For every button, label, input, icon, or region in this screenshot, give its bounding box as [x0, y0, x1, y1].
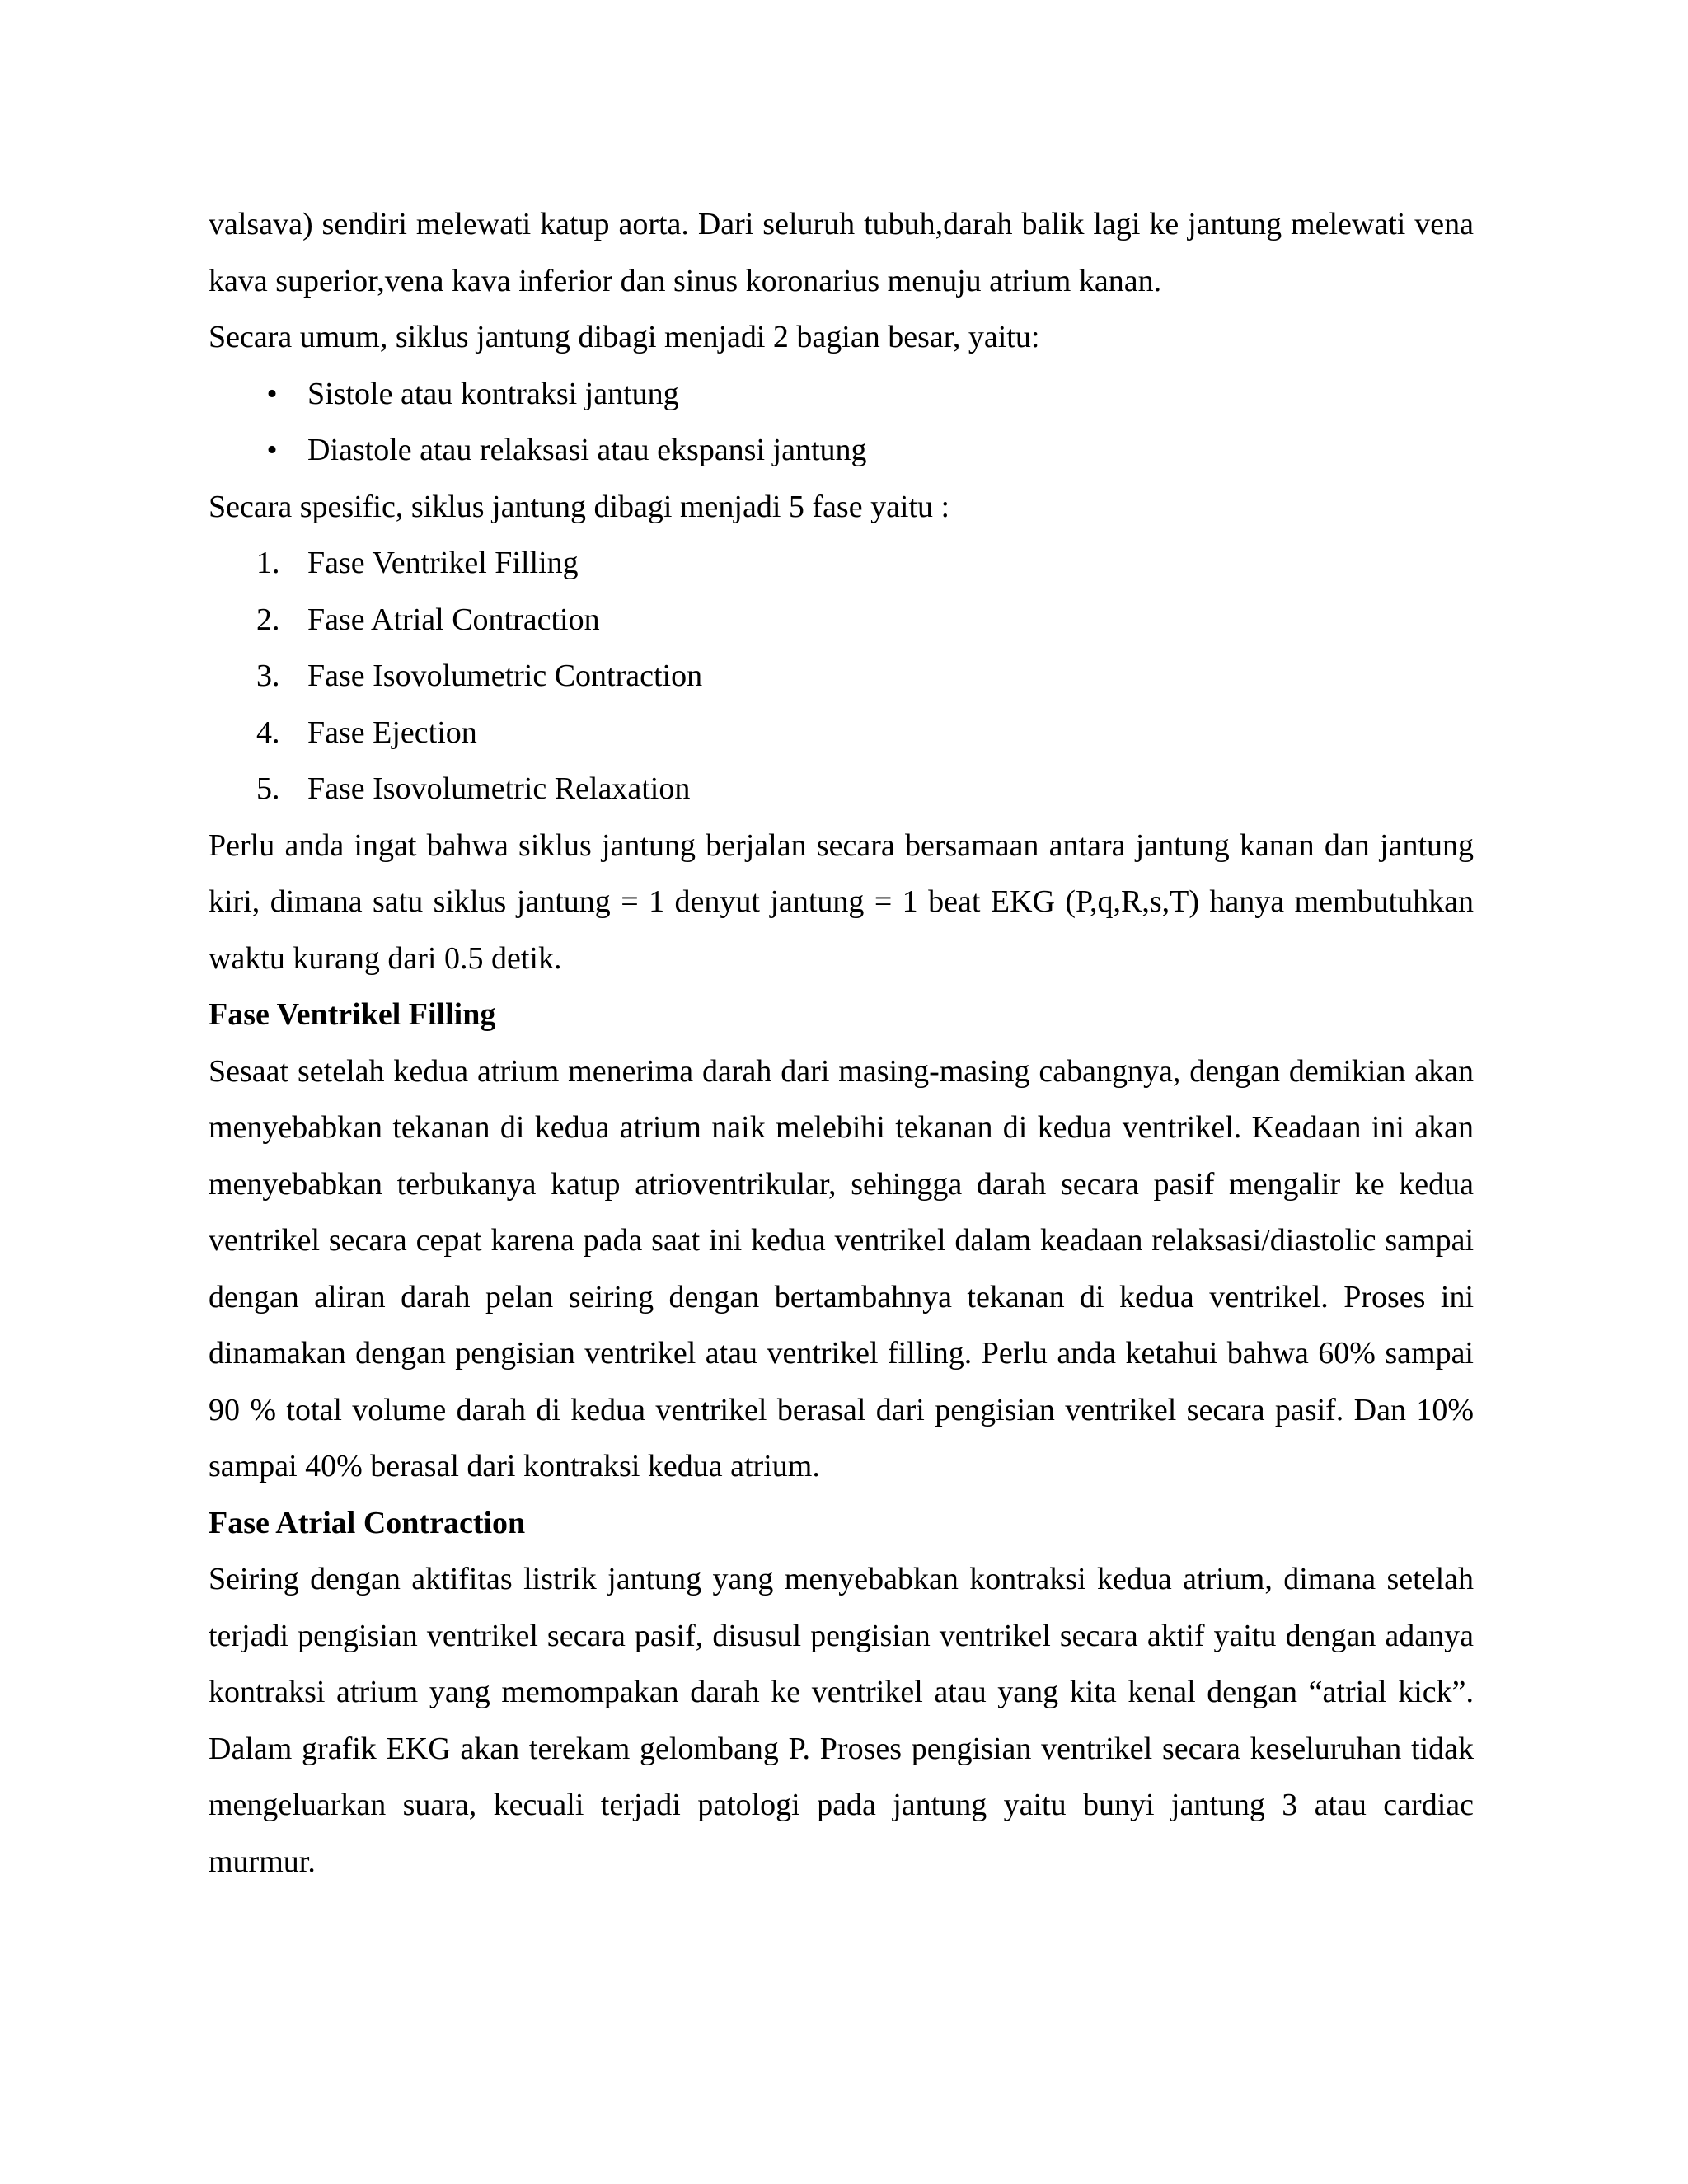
list-item: [209, 761, 1474, 818]
list-item-text: Sistole atau kontraksi jantung: [307, 376, 679, 411]
list-number: 4.: [256, 715, 280, 750]
list-item-text: Fase Atrial Contraction: [307, 602, 600, 637]
phase-numbered-list: [209, 535, 1474, 818]
section-body-ventricle-filling: Sesaat setelah kedua atrium menerima darah dari masing-masing cabangnya, dengan demikian akan menyebabkan tekanan di kedua atrium naik melebihi tekanan di kedua ventrikel. Keadaan ini akan menyebabkan terbukanya katup atrioventrikular, sehingga darah secara pasif mengalir ke kedua ventrikel secara cepat karena pada saat ini kedua ventrikel dalam keadaan relaksasi/diastolic sampai dengan aliran darah pelan seiring dengan bertambahnya tekanan di kedua ventrikel. Proses ini dinamakan dengan pengisian ventrikel atau ventrikel filling. Perlu anda ketahui bahwa 60% sampai 90 % total volume darah di kedua ventrikel berasal dari pengisian ventrikel secara pasif. Dan 10% sampai 40% berasal dari kontraksi kedua atrium.: [209, 1053, 1474, 1483]
list-item-text: Fase Isovolumetric Relaxation: [307, 771, 691, 806]
section-body-atrial-contraction: Seiring dengan aktifitas listrik jantung yang menyebabkan kontraksi kedua atrium, dimana setelah terjadi pengisian ventrikel secara pasif, disusul pengisian ventrikel secara aktif yaitu dengan adanya kontraksi atrium yang memompakan darah ke ventrikel atau yang kita kenal dengan “atrial kick”. Dalam grafik EKG akan terekam gelombang P. Proses pengisian ventrikel secara keseluruhan tidak mengeluarkan suara, kecuali terjadi patologi pada jantung yaitu bunyi jantung 3 atau cardiac murmur.: [209, 1562, 1474, 1879]
cycle-note-paragraph: Perlu anda ingat bahwa siklus jantung berjalan secara bersamaan antara jantung kanan dan jantung kiri, dimana satu siklus jantung = 1 denyut jantung = 1 beat EKG (P,q,R,s,T) hanya membutuhkan waktu kurang dari 0.5 detik.: [209, 827, 1474, 976]
list-item: [209, 535, 1474, 592]
cycle-bullet-list: [209, 366, 1474, 479]
section-heading-atrial-contraction: Fase Atrial Contraction: [209, 1505, 526, 1540]
list-item-text: Fase Isovolumetric Contraction: [307, 658, 703, 693]
list-item: [209, 366, 1474, 423]
document-page: [209, 196, 1474, 1890]
section-heading-ventricle-filling: Fase Ventrikel Filling: [209, 997, 496, 1032]
list-item: [209, 705, 1474, 762]
bullet-icon: •: [266, 433, 278, 467]
list-item: [209, 648, 1474, 705]
list-item-text: Fase Ejection: [307, 715, 477, 750]
list-number: 5.: [256, 771, 280, 806]
intro-paragraph: valsava) sendiri melewati katup aorta. Dari seluruh tubuh,darah balik lagi ke jantung melewati vena kava superior,vena kava inferior dan sinus koronarius menuju atrium kanan.: [209, 207, 1474, 298]
list-item-text: Fase Ventrikel Filling: [307, 546, 579, 580]
specific-cycle-paragraph: Secara spesific, siklus jantung dibagi menjadi 5 fase yaitu :: [209, 489, 950, 524]
list-item: [209, 422, 1474, 479]
list-item-text: Diastole atau relaksasi atau ekspansi jantung: [307, 433, 867, 467]
bullet-icon: •: [266, 376, 278, 411]
list-item: [209, 592, 1474, 649]
list-number: 2.: [256, 602, 280, 637]
list-number: 3.: [256, 658, 280, 693]
list-number: 1.: [256, 546, 280, 580]
general-cycle-paragraph: Secara umum, siklus jantung dibagi menjadi 2 bagian besar, yaitu:: [209, 320, 1040, 354]
